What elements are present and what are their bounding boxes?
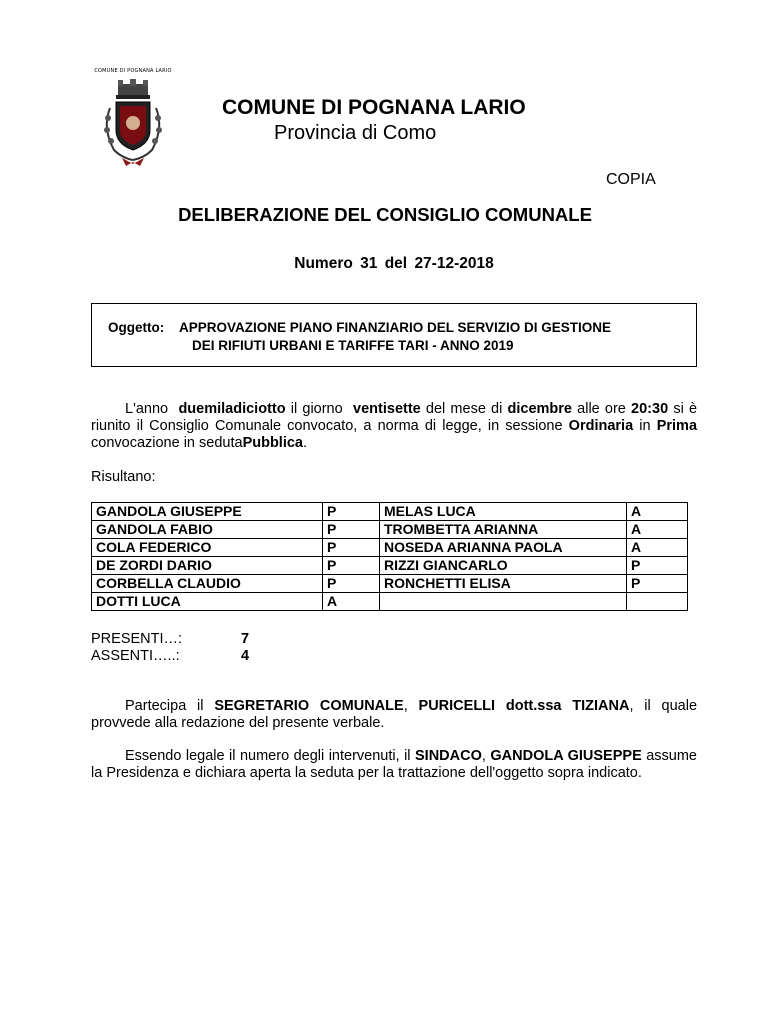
roll-call-row (92, 539, 688, 557)
sindaco-name: GANDOLA GIUSEPPE (490, 748, 642, 764)
presenti-count: 7 (241, 631, 250, 647)
intro-paragraph (91, 401, 697, 452)
segretario-paragraph (91, 698, 697, 732)
attendance-status (627, 593, 688, 611)
sindaco-paragraph (91, 748, 697, 782)
councillor-name: COLA FEDERICO (92, 539, 323, 557)
intro-text: il giorno (290, 401, 343, 417)
oggetto-label: Oggetto: (108, 320, 165, 335)
attendance-status: P (323, 521, 380, 539)
copia-label: COPIA (606, 171, 656, 188)
numero-del: del (384, 255, 408, 272)
attendance-status: P (323, 557, 380, 575)
councillor-name: RONCHETTI ELISA (380, 575, 627, 593)
numero-line (0, 255, 770, 273)
councillor-name: DOTTI LUCA (92, 593, 323, 611)
risultano-label: Risultano: (91, 469, 156, 485)
intro-convocazione: Prima (656, 418, 698, 434)
coat-of-arms-icon (98, 78, 168, 168)
attendance-status: A (627, 503, 688, 521)
assenti-label: ASSENTI…..: (91, 648, 180, 664)
coat-of-arms-logo (92, 68, 174, 168)
segretario-role: SEGRETARIO COMUNALE (214, 698, 404, 714)
numero-label: Numero (294, 255, 353, 272)
numero-date: 27-12-2018 (414, 255, 494, 272)
oggetto-box (91, 303, 697, 367)
roll-call-table (91, 502, 688, 611)
intro-seduta: Pubblica (242, 435, 303, 451)
assenti-count: 4 (241, 648, 250, 664)
councillor-name: CORBELLA CLAUDIO (92, 575, 323, 593)
segretario-name: PURICELLI dott.ssa TIZIANA (418, 698, 630, 714)
attendance-status: P (323, 575, 380, 593)
attendance-status: A (627, 521, 688, 539)
intro-anno: duemiladiciotto (178, 401, 286, 417)
councillor-name (380, 593, 627, 611)
councillor-name: DE ZORDI DARIO (92, 557, 323, 575)
intro-text: L'anno (125, 401, 169, 417)
attendance-status: A (323, 593, 380, 611)
sindaco-text: assume la Presidenza e dichiara aperta la seduta per la trattazione dell'oggetto sopra indicato. (91, 748, 697, 781)
intro-text: del mese di (425, 401, 503, 417)
sindaco-role: SINDACO (415, 748, 482, 764)
councillor-name: GANDOLA FABIO (92, 521, 323, 539)
intro-text: si è riunito il Consiglio Comunale convocato, a norma di legge, in sessione (91, 401, 698, 434)
intro-ore: 20:30 (631, 401, 669, 417)
comune-title: COMUNE DI POGNANA LARIO (222, 96, 526, 119)
attendance-status: P (627, 557, 688, 575)
intro-mese: dicembre (507, 401, 572, 417)
roll-call-row (92, 557, 688, 575)
attendance-status: P (323, 539, 380, 557)
presenti-label: PRESENTI…: (91, 631, 183, 647)
councillor-name: GANDOLA GIUSEPPE (92, 503, 323, 521)
attendance-status: A (627, 539, 688, 557)
logo-caption: COMUNE DI POGNANA LARIO (94, 68, 172, 74)
oggetto-line-2: DEI RIFIUTI URBANI E TARIFFE TARI - ANNO 2019 (192, 338, 514, 353)
councillor-name: TROMBETTA ARIANNA (380, 521, 627, 539)
attendance-status: P (323, 503, 380, 521)
roll-call-row (92, 503, 688, 521)
document-title: DELIBERAZIONE DEL CONSIGLIO COMUNALE (178, 204, 592, 225)
intro-text: . (303, 435, 308, 451)
councillor-name: MELAS LUCA (380, 503, 627, 521)
provincia-subtitle: Provincia di Como (274, 122, 437, 144)
intro-text: alle ore (577, 401, 626, 417)
councillor-name: NOSEDA ARIANNA PAOLA (380, 539, 627, 557)
intro-giorno: ventisette (353, 401, 421, 417)
roll-call-row (92, 521, 688, 539)
segretario-text: , il quale provvede alla redazione del presente verbale. (91, 698, 698, 731)
councillor-name: RIZZI GIANCARLO (380, 557, 627, 575)
numero-value: 31 (360, 255, 378, 272)
roll-call-row (92, 593, 688, 611)
oggetto-line-1: APPROVAZIONE PIANO FINANZIARIO DEL SERVIZIO DI GESTIONE (179, 320, 612, 335)
intro-sessione: Ordinaria (568, 418, 634, 434)
roll-call-row (92, 575, 688, 593)
segretario-comma: , (403, 698, 408, 714)
sindaco-text: Essendo legale il numero degli intervenuti, il (125, 748, 411, 764)
attendance-status: P (627, 575, 688, 593)
segretario-text: Partecipa il (125, 698, 204, 714)
intro-text: convocazione in seduta (91, 435, 243, 451)
intro-text: in (639, 418, 651, 434)
sindaco-comma: , (481, 748, 486, 764)
